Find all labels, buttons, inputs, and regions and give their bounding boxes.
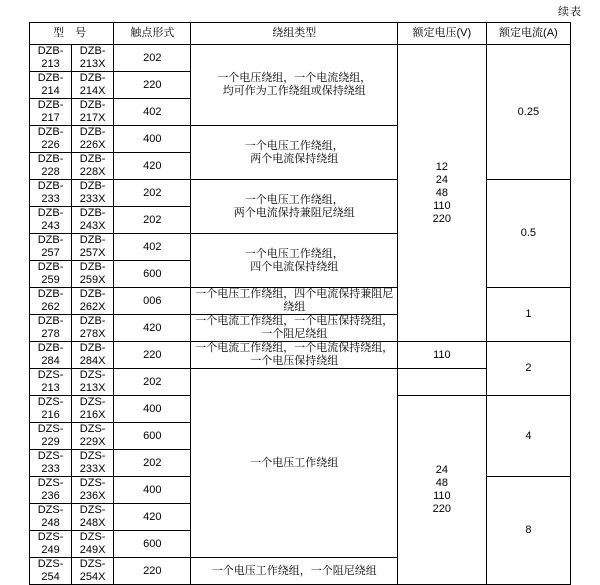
cell-model-primary: DZS-213 xyxy=(30,369,72,396)
cell-contact-form: 600 xyxy=(114,531,191,558)
cell-contact-form: 220 xyxy=(114,72,191,99)
cell-model-primary: DZS-229 xyxy=(30,423,72,450)
cell-model-primary: DZS-236 xyxy=(30,477,72,504)
table-row xyxy=(30,180,571,207)
cell-rated-voltage xyxy=(397,369,486,396)
cell-model-variant: DZS-213X xyxy=(72,369,114,396)
cell-model-primary: DZB-228 xyxy=(30,153,72,180)
cell-rated-voltage: 110 xyxy=(397,342,486,369)
cell-model-variant: DZB-228X xyxy=(72,153,114,180)
cell-rated-voltage: 24 48 110 220 xyxy=(397,396,486,585)
table-body xyxy=(30,45,571,585)
cell-model-primary: DZS-254 xyxy=(30,558,72,585)
cell-rated-current: 4 xyxy=(486,396,570,477)
cell-model-variant: DZB-278X xyxy=(72,315,114,342)
cell-model-variant: DZB-213X xyxy=(72,45,114,72)
cell-model-variant: DZB-217X xyxy=(72,99,114,126)
cell-rated-current: 8 xyxy=(486,477,570,585)
cell-contact-form: 006 xyxy=(114,288,191,315)
cell-contact-form: 420 xyxy=(114,504,191,531)
cell-contact-form: 402 xyxy=(114,99,191,126)
cell-model-primary: DZB-214 xyxy=(30,72,72,99)
cell-rated-current: 0.5 xyxy=(486,180,570,288)
cell-model-variant: DZS-254X xyxy=(72,558,114,585)
cell-model-variant: DZS-216X xyxy=(72,396,114,423)
header-rated-voltage: 额定电压(V) xyxy=(397,23,486,45)
cell-winding-type: 一个电压工作绕组，四个电流保持兼阻尼绕组 xyxy=(191,288,397,315)
cell-model-primary: DZB-233 xyxy=(30,180,72,207)
cell-rated-current: 2 xyxy=(486,342,570,396)
cell-rated-current: 0.25 xyxy=(486,45,570,180)
specification-table xyxy=(29,22,571,585)
cell-model-variant: DZB-214X xyxy=(72,72,114,99)
cell-model-variant: DZS-229X xyxy=(72,423,114,450)
cell-model-primary: DZS-248 xyxy=(30,504,72,531)
cell-model-primary: DZB-243 xyxy=(30,207,72,234)
cell-contact-form: 202 xyxy=(114,450,191,477)
cell-model-variant: DZB-262X xyxy=(72,288,114,315)
cell-contact-form: 220 xyxy=(114,342,191,369)
table-row xyxy=(30,342,571,369)
cell-contact-form: 420 xyxy=(114,315,191,342)
cell-contact-form: 600 xyxy=(114,261,191,288)
cell-model-variant: DZB-284X xyxy=(72,342,114,369)
cell-winding-type: 一个电压工作绕组，一个阻尼绕组 xyxy=(191,558,397,585)
cell-model-primary: DZB-257 xyxy=(30,234,72,261)
cell-contact-form: 202 xyxy=(114,369,191,396)
cell-contact-form: 202 xyxy=(114,207,191,234)
cell-contact-form: 400 xyxy=(114,126,191,153)
cell-winding-type: 一个电压工作绕组， 两个电流保持绕组 xyxy=(191,126,397,180)
table-row xyxy=(30,288,571,315)
cell-contact-form: 400 xyxy=(114,396,191,423)
cell-model-primary: DZB-278 xyxy=(30,315,72,342)
cell-winding-type: 一个电压绕组，一个电流绕组， 均可作为工作绕组或保持绕组 xyxy=(191,45,397,126)
cell-model-primary: DZS-233 xyxy=(30,450,72,477)
cell-model-primary: DZB-284 xyxy=(30,342,72,369)
cell-model-variant: DZB-257X xyxy=(72,234,114,261)
cell-model-primary: DZB-262 xyxy=(30,288,72,315)
cell-winding-type: 一个电压工作绕组， 四个电流保持绕组 xyxy=(191,234,397,288)
cell-contact-form: 400 xyxy=(114,477,191,504)
header-contact-form: 触点形式 xyxy=(114,23,191,45)
table-header xyxy=(30,23,571,45)
cell-model-primary: DZB-259 xyxy=(30,261,72,288)
cell-model-primary: DZB-217 xyxy=(30,99,72,126)
cell-winding-type: 一个电压工作绕组 xyxy=(191,369,397,558)
cell-winding-type: 一个电流工作绕组，一个电压保持绕组，一个阻尼绕组 xyxy=(191,315,397,342)
cell-model-primary: DZB-226 xyxy=(30,126,72,153)
cell-rated-current: 1 xyxy=(486,288,570,342)
cell-contact-form: 402 xyxy=(114,234,191,261)
header-rated-current: 额定电流(A) xyxy=(486,23,570,45)
cell-model-variant: DZS-236X xyxy=(72,477,114,504)
cell-model-variant: DZB-259X xyxy=(72,261,114,288)
cell-model-variant: DZB-243X xyxy=(72,207,114,234)
cell-winding-type: 一个电压工作绕组， 两个电流保持兼阻尼绕组 xyxy=(191,180,397,234)
table-row xyxy=(30,45,571,72)
cell-model-variant: DZB-233X xyxy=(72,180,114,207)
cell-model-primary: DZS-249 xyxy=(30,531,72,558)
cell-rated-voltage: 12 24 48 110 220 xyxy=(397,45,486,342)
cell-contact-form: 420 xyxy=(114,153,191,180)
cell-model-primary: DZS-216 xyxy=(30,396,72,423)
cell-winding-type: 一个电流工作绕组，一个电流保持绕组，一个电压保持绕组 xyxy=(191,342,397,369)
continued-table-label: 续表 xyxy=(558,6,582,18)
header-row xyxy=(30,23,571,45)
cell-model-variant: DZS-248X xyxy=(72,504,114,531)
cell-contact-form: 202 xyxy=(114,45,191,72)
header-winding-type: 绕组类型 xyxy=(191,23,397,45)
cell-contact-form: 220 xyxy=(114,558,191,585)
cell-model-variant: DZS-233X xyxy=(72,450,114,477)
cell-contact-form: 202 xyxy=(114,180,191,207)
cell-model-variant: DZB-226X xyxy=(72,126,114,153)
header-model: 型 号 xyxy=(30,23,114,45)
cell-model-primary: DZB-213 xyxy=(30,45,72,72)
cell-model-variant: DZS-249X xyxy=(72,531,114,558)
cell-contact-form: 600 xyxy=(114,423,191,450)
